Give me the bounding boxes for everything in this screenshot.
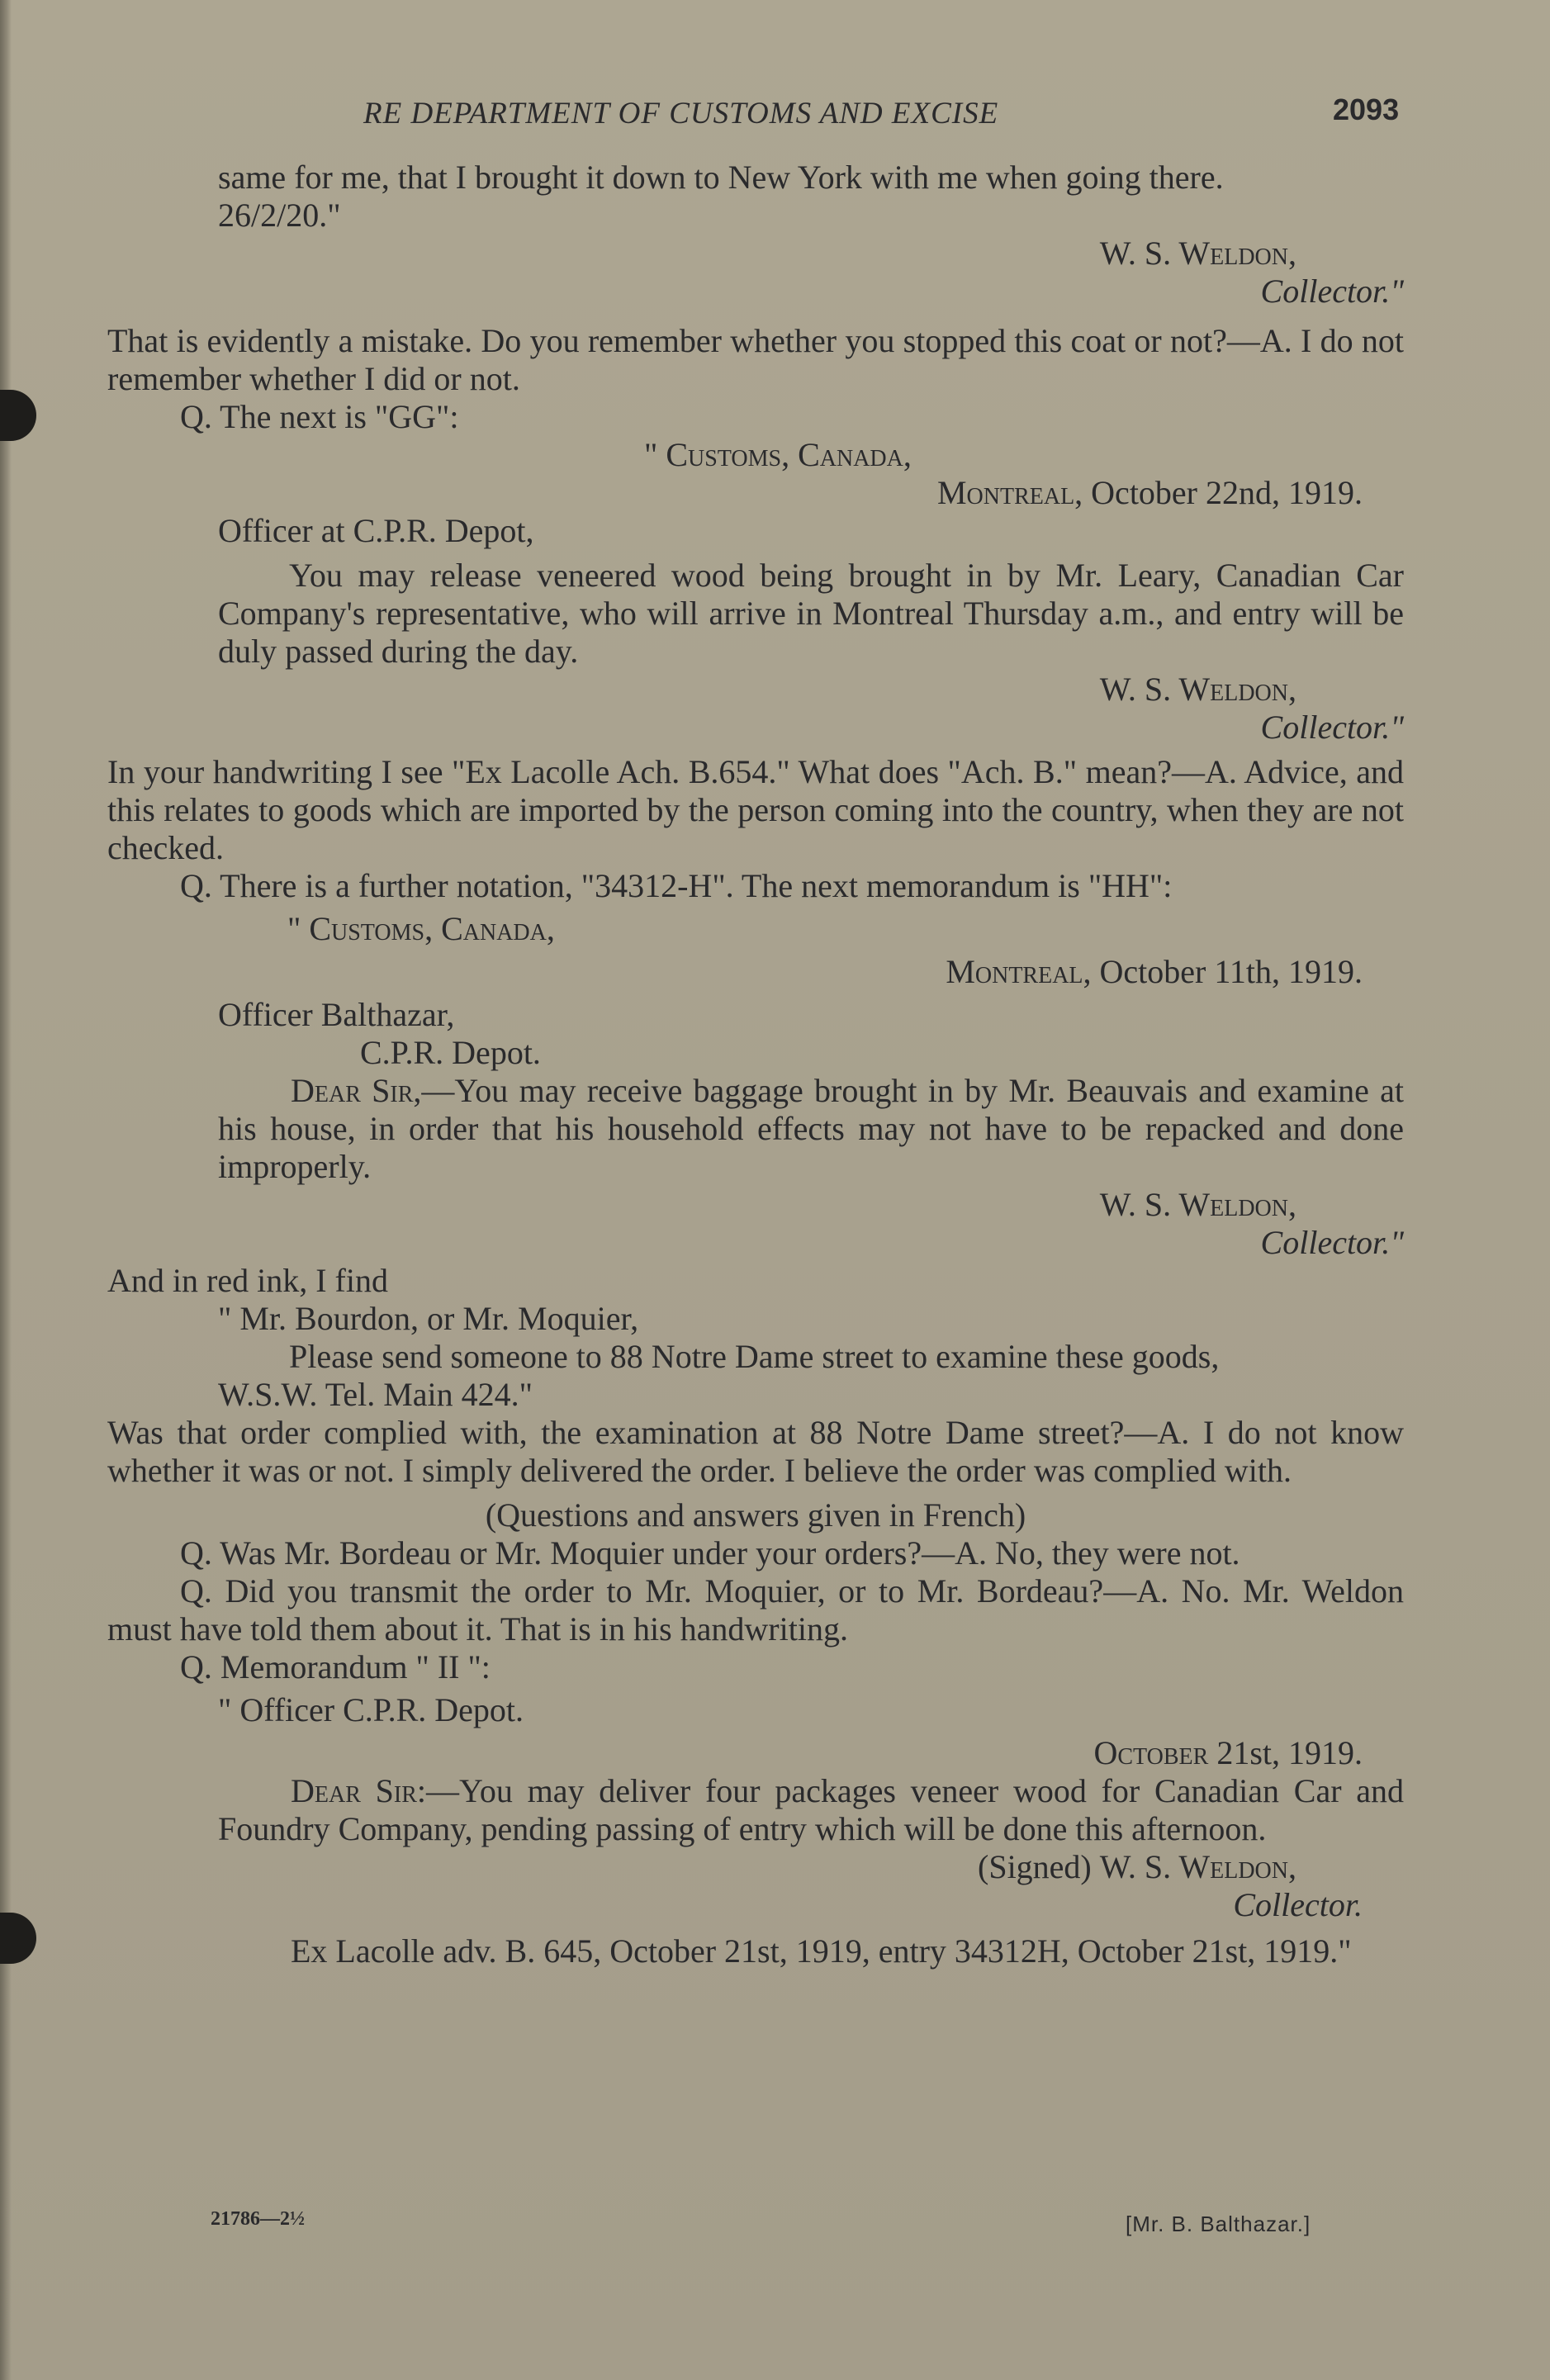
memo-salutation: Dear Sir, — [291, 1072, 422, 1109]
binding-edge — [0, 0, 12, 2380]
paragraph: Ex Lacolle adv. B. 645, October 21st, 1919, entry 34312H, October 21st, 1919." — [291, 1932, 1352, 1970]
signature-name-text: W. S. Weldon, — [1099, 1848, 1296, 1885]
witness-name: [Mr. B. Balthazar.] — [1126, 2212, 1311, 2236]
note-line: " Mr. Bourdon, or Mr. Moquier, — [218, 1300, 639, 1337]
question-line: Q. The next is "GG": — [180, 398, 459, 435]
memo-dateline — [107, 1734, 1404, 1772]
signature-prefix: (Signed) — [978, 1848, 1100, 1885]
memo-date: October 11th, 1919. — [1091, 953, 1363, 990]
memo-body — [107, 1072, 1404, 1186]
paragraph: same for me, that I brought it down to New York with me when going there. — [218, 159, 1224, 196]
memo-body-text: —You may deliver four packages veneer wood for Canadian Car and Foundry Company, pending passing of entry which will be done this afternoon. — [218, 1772, 1404, 1847]
page-body — [107, 159, 1404, 1970]
signature-name-text: W. S. Weldon, — [1099, 235, 1296, 272]
question-line: Q. Memorandum " II ": — [180, 1648, 491, 1685]
memo-addressee: " Officer C.P.R. Depot. — [218, 1691, 524, 1728]
signature-name-text: W. S. Weldon, — [1099, 671, 1296, 708]
memo-addressee: C.P.R. Depot. — [360, 1034, 541, 1071]
memo-body — [107, 1772, 1404, 1848]
memo-date: October 22nd, 1919. — [1083, 474, 1363, 511]
print-code: 21786—2½ — [211, 2208, 305, 2230]
question-line: Q. Was Mr. Bordeau or Mr. Moquier under your orders?—A. No, they were not. — [180, 1534, 1240, 1572]
note-line: W.S.W. Tel. Main 424." — [218, 1376, 533, 1413]
signature-name — [107, 1186, 1404, 1224]
signature-title-text: Collector." — [1260, 1224, 1404, 1261]
memo-addressee: Officer at C.P.R. Depot, — [218, 512, 534, 549]
question-line: Q. There is a further notation, "34312-H". The next memorandum is "HH": — [180, 867, 1173, 904]
signature-name — [107, 235, 1404, 273]
punch-hole-bottom — [0, 1913, 36, 1964]
signature-title-text: Collector." — [1260, 273, 1404, 310]
memo-date-month: October — [1093, 1734, 1209, 1771]
memo-heading: " Customs, Canada, — [644, 436, 912, 473]
parenthetical: (Questions and answers given in French) — [485, 1496, 1026, 1534]
date-line: 26/2/20." — [218, 197, 341, 234]
memo-place: Montreal, — [936, 474, 1083, 511]
page-header — [0, 92, 1550, 134]
signature-title — [107, 1224, 1404, 1262]
note-line: Please send someone to 88 Notre Dame street to examine these goods, — [289, 1338, 1220, 1375]
memo-place: Montreal, — [946, 953, 1092, 990]
page-number: 2093 — [1333, 92, 1400, 126]
signature-name — [107, 671, 1404, 709]
signature-title-text: Collector." — [1260, 709, 1404, 746]
signature-name-text: W. S. Weldon, — [1099, 1186, 1296, 1223]
memo-body-text: —You may receive baggage brought in by Mr. Beauvais and examine at his house, in order that his household effects may not have to be repacked and done improperly. — [218, 1072, 1404, 1185]
paragraph: Was that order complied with, the examination at 88 Notre Dame street?—A. I do not know whether it was or not. I simply delivered the order. I believe the order was complied with. — [107, 1414, 1404, 1489]
memo-salutation: Dear Sir: — [291, 1772, 426, 1809]
memo-addressee: Officer Balthazar, — [218, 996, 455, 1033]
page-footer — [0, 2207, 1550, 2240]
paragraph: That is evidently a mistake. Do you remember whether you stopped this coat or not?—A. I do not remember whether I did or not. — [107, 322, 1404, 397]
question-line: Q. Did you transmit the order to Mr. Moquier, or to Mr. Bordeau?—A. No. Mr. Weldon must have told them about it. That is in his handwriting. — [107, 1572, 1404, 1648]
running-title: RE DEPARTMENT OF CUSTOMS AND EXCISE — [363, 97, 999, 130]
signature-title — [107, 1886, 1404, 1924]
memo-date: 21st, 1919. — [1208, 1734, 1363, 1771]
memo-body: You may release veneered wood being brought in by Mr. Leary, Canadian Car Company's representative, who will arrive in Montreal Thursday a.m., and entry will be duly passed during the day. — [218, 557, 1404, 670]
signature-title — [107, 709, 1404, 747]
memo-dateline — [107, 953, 1404, 991]
memo-heading: " Customs, Canada, — [287, 910, 555, 947]
signature-title — [107, 273, 1404, 311]
signature-title-text: Collector. — [1233, 1886, 1363, 1923]
signature-name — [107, 1848, 1404, 1886]
paragraph: In your handwriting I see "Ex Lacolle Ach. B.654." What does "Ach. B." mean?—A. Advice, and this relates to goods which are imported by the person coming into the country, when they are not checked. — [107, 753, 1404, 866]
punch-hole-top — [0, 390, 36, 441]
paragraph: And in red ink, I find — [107, 1262, 388, 1299]
memo-dateline — [107, 474, 1404, 512]
